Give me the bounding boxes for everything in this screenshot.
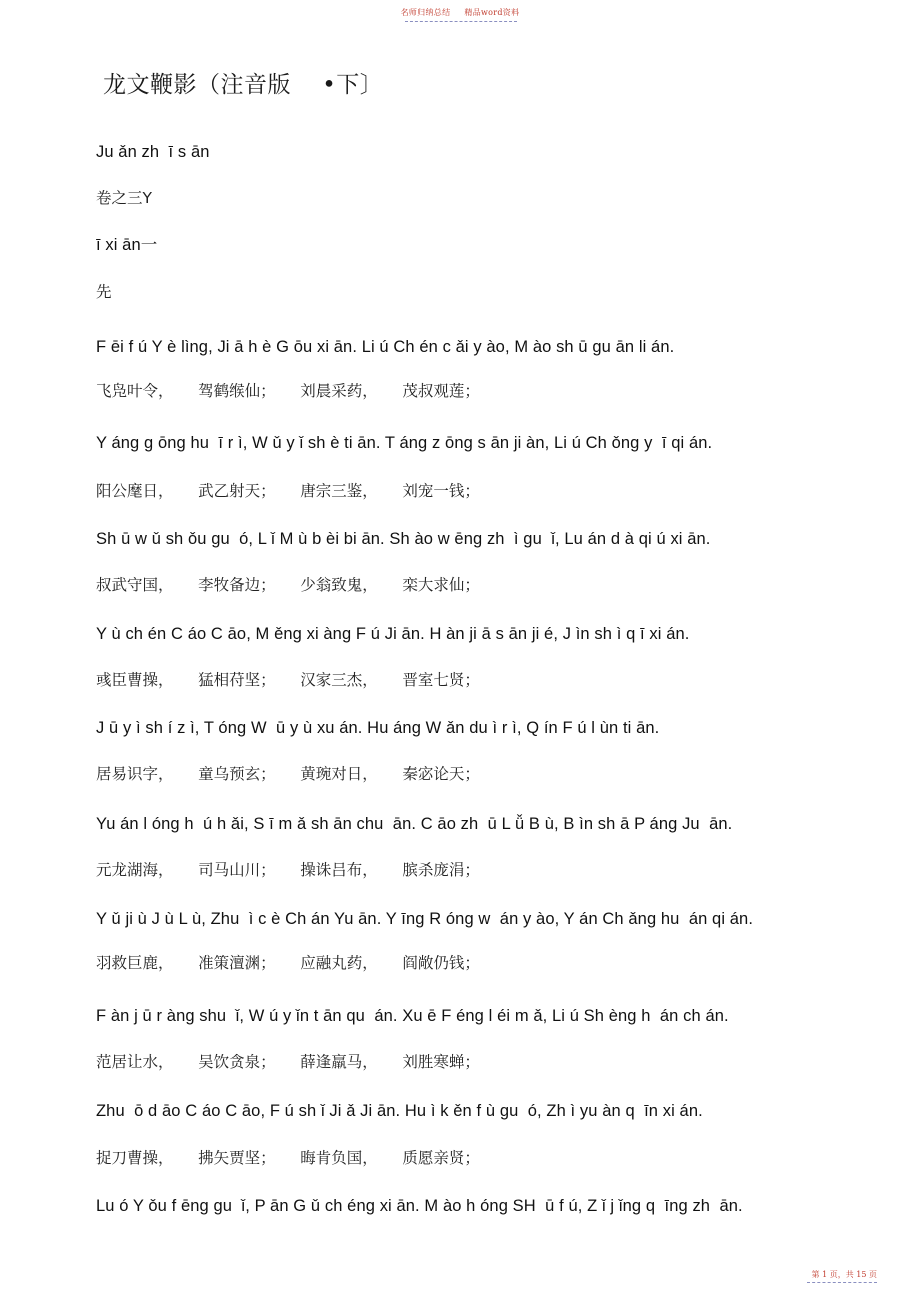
text-line: Sh ū w ǔ sh ǒu gu ó, L ǐ M ù b èi bi ān. Sh ào w ēng zh ì gu ǐ, Lu án d à qi ú xi ān. xyxy=(96,530,711,548)
text-line: Y ù ch én C áo C āo, M ěng xi àng F ú Ji ān. H àn ji ā s ān ji é, J ìn sh ì q ī xi án. xyxy=(96,625,690,643)
text-line: F àn j ū r àng shu ǐ, W ú y ǐn t ān qu án. Xu ē F éng l éi m ǎ, Li ú Sh èng h án ch án. xyxy=(96,1007,729,1025)
text-line: 捉刀曹操， 拂矢贾坚； 晦肯负国， 质愿亲贤； xyxy=(96,1149,480,1167)
page-number: 第 1 页，共 15 页 xyxy=(811,1270,877,1279)
header-left-text: 名师归纳总结 xyxy=(400,8,451,17)
text-line: Y áng g ōng hu ī r ì, W ǔ y ǐ sh è ti ān. T áng z ōng s ān ji àn, Li ú Ch ǒng y ī qi án. xyxy=(96,434,713,452)
text-line: F ēi f ú Y è lìng, Ji ā h è G ōu xi ān. Li ú Ch én c ǎi y ào, M ào sh ū gu ān li án. xyxy=(96,338,675,356)
text-line: 先 xyxy=(96,283,112,301)
text-line: Ju ǎn zh ī s ān xyxy=(96,143,210,161)
text-line: Y ǔ ji ù J ù L ù, Zhu ì c è Ch án Yu ān. Y īng R óng w án y ào, Y án Ch ǎng hu án qi án. xyxy=(96,910,754,928)
header-right-text: 精品word资料 xyxy=(464,8,520,17)
text-line: 飞凫叶令， 驾鹤缑仙； 刘晨采药， 茂叔观莲； xyxy=(96,382,480,400)
text-line: Yu án l óng h ú h ǎi, S ī m ǎ sh ān chu ān. C āo zh ū L ǚ B ù, B ìn sh ā P áng Ju ān. xyxy=(96,815,733,833)
text-line: 叔武守国， 李牧备边； 少翁致鬼， 栾大求仙； xyxy=(96,576,480,594)
text-line: ī xi ān一 xyxy=(96,236,158,254)
header-divider xyxy=(405,21,517,22)
text-line: Lu ó Y ǒu f ēng gu ǐ, P ān G ǔ ch éng xi ān. M ào h óng SH ū f ú, Z ǐ j ǐng q īng zh ān. xyxy=(96,1197,743,1215)
text-line: 居易识字， 童乌预玄； 黄琬对日， 秦宓论天； xyxy=(96,765,480,783)
document-title: 龙文鞭影（注音版 •下〕 xyxy=(103,72,384,98)
text-line: 卷之三Y xyxy=(96,189,152,207)
text-line: 彧臣曹操， 猛相苻坚； 汉家三杰， 晋室七贤； xyxy=(96,671,480,689)
text-line: Zhu ō d āo C áo C āo, F ú sh ǐ Ji ǎ Ji ān. Hu ì k ěn f ù gu ó, Zh ì yu àn q īn xi án. xyxy=(96,1102,703,1120)
text-line: 元龙湖海， 司马山川； 操诛吕布， 膑杀庞涓； xyxy=(96,861,480,879)
text-line: 羽救巨鹿， 准策澶渊； 应融丸药， 阎敞仍钱； xyxy=(96,954,480,972)
text-line: J ū y ì sh í z ì, T óng W ū y ù xu án. Hu áng W ǎn du ì r ì, Q ín F ú l ùn ti ān. xyxy=(96,719,660,737)
text-line: 阳公麾日， 武乙射天； 唐宗三鉴， 刘宠一钱； xyxy=(96,482,480,500)
page-header xyxy=(0,7,920,18)
footer-divider xyxy=(807,1282,877,1283)
text-line: 范居让水， 吴饮贪泉； 薛逢羸马， 刘胜寒蝉； xyxy=(96,1053,480,1071)
